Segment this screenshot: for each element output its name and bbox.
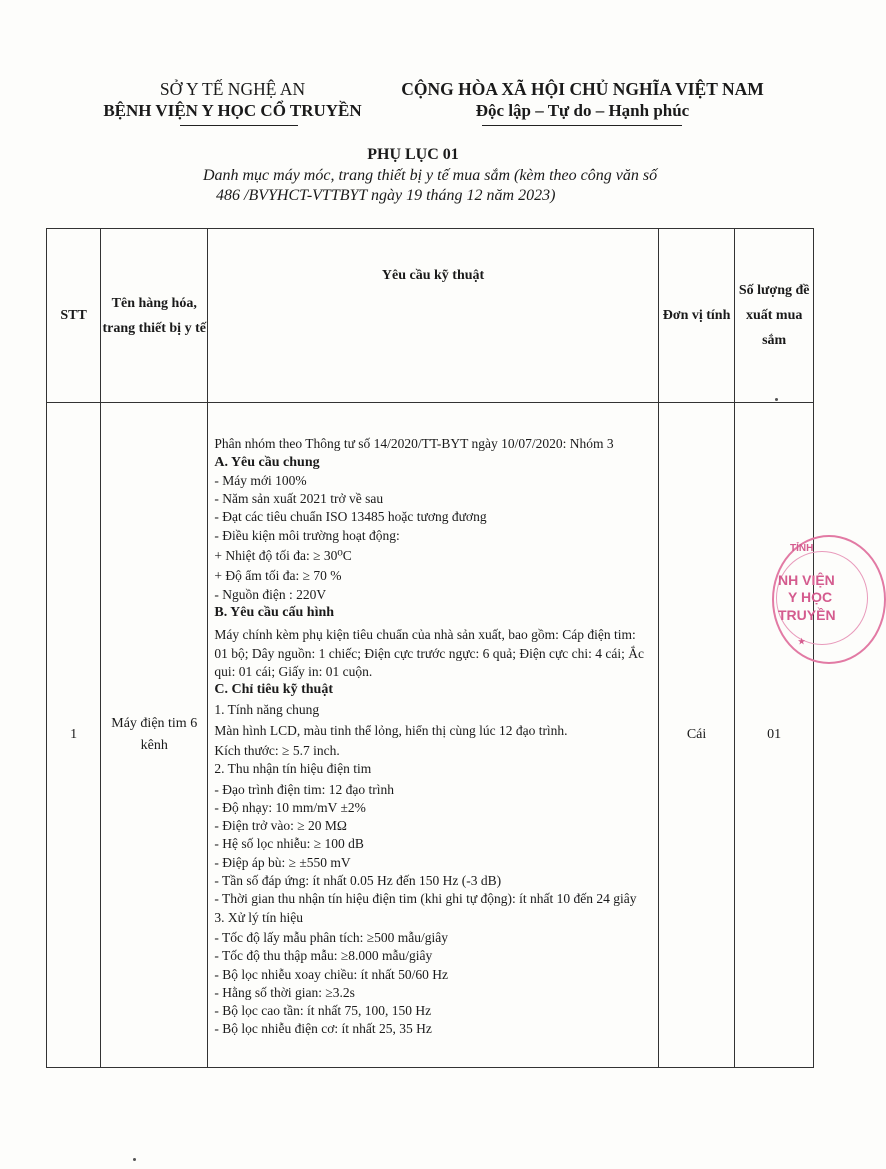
row-stt: 1 bbox=[47, 403, 101, 1068]
seal-text-line-4: TRUYỀN bbox=[778, 607, 836, 623]
country-name: CỘNG HÒA XÃ HỘI CHỦ NGHĨA VIỆT NAM bbox=[401, 79, 764, 99]
hospital-seal-stamp bbox=[772, 535, 886, 664]
req-section-a: A. Yêu cầu chung bbox=[214, 454, 320, 470]
row-name: Máy điện tim 6 kênh bbox=[101, 403, 208, 1068]
list-item: - Tần số đáp ứng: ít nhất 0.05 Hz đến 150 Hz (-3 dB) bbox=[214, 873, 502, 889]
req-c-list bbox=[214, 701, 649, 1038]
subtitle-line-1: Danh mục máy móc, trang thiết bị y tế mua sắm (kèm theo công văn số bbox=[202, 167, 658, 184]
appendix-title: PHỤ LỤC 01 bbox=[367, 146, 459, 163]
hospital-underline bbox=[180, 125, 298, 126]
header-requirements: Yêu cầu kỹ thuật bbox=[208, 229, 658, 403]
department-name: SỞ Y TẾ NGHỆ AN bbox=[159, 79, 306, 99]
list-item: Màn hình LCD, màu tinh thể lỏng, hiển thị cùng lúc 12 đạo trình. bbox=[214, 722, 568, 738]
list-item: - Hệ số lọc nhiễu: ≥ 100 dB bbox=[214, 836, 364, 852]
req-section-c: C. Chỉ tiêu kỹ thuật bbox=[214, 682, 333, 698]
list-item: - Đạo trình điện tim: 12 đạo trình bbox=[214, 781, 394, 797]
row-quantity: 01 bbox=[735, 403, 814, 1068]
list-item: - Thời gian thu nhận tín hiệu điện tim (khi ghi tự động): ít nhất 10 đến 24 giây bbox=[214, 891, 637, 907]
motto-underline bbox=[482, 125, 682, 126]
scan-speck bbox=[775, 398, 778, 401]
agency-header bbox=[90, 78, 375, 122]
req-intro: Phân nhóm theo Thông tư số 14/2020/TT-BYT ngày 10/07/2020: Nhóm 3 bbox=[214, 436, 614, 452]
header-stt: STT bbox=[47, 229, 101, 403]
list-item: - Bộ lọc cao tần: ít nhất 75, 100, 150 Hz bbox=[214, 1003, 432, 1019]
list-item: 1. Tính năng chung bbox=[214, 702, 320, 718]
motto: Độc lập – Tự do – Hạnh phúc bbox=[475, 101, 690, 120]
hospital-name: BỆNH VIỆN Y HỌC CỔ TRUYỀN bbox=[103, 101, 362, 120]
list-item: - Đạt các tiêu chuẩn ISO 13485 hoặc tương đương bbox=[214, 509, 487, 525]
header-unit: Đơn vị tính bbox=[658, 229, 735, 403]
header-quantity: Số lượng đề xuất mua sắm bbox=[735, 229, 814, 403]
seal-text-line-2: NH VIỆN bbox=[778, 572, 835, 588]
list-item: - Bộ lọc nhiễu điện cơ: ít nhất 25, 35 Hz bbox=[214, 1021, 432, 1037]
list-item: - Tốc độ lấy mẫu phân tích: ≥500 mẫu/giây bbox=[214, 929, 448, 945]
list-item: + Độ ẩm tối đa: ≥ 70 % bbox=[214, 568, 342, 584]
list-item: Kích thước: ≥ 5.7 inch. bbox=[214, 743, 340, 758]
header-name: Tên hàng hóa, trang thiết bị y tế bbox=[101, 229, 208, 403]
list-item: - Điều kiện môi trường hoạt động: bbox=[214, 527, 400, 543]
appendix-subtitle bbox=[150, 166, 710, 206]
seal-text-top: TỈNH bbox=[790, 543, 814, 554]
list-item: - Máy mới 100% bbox=[214, 472, 307, 488]
list-item: - Tốc độ thu thập mẫu: ≥8.000 mẫu/giây bbox=[214, 948, 433, 964]
req-section-b: B. Yêu cầu cấu hình bbox=[214, 604, 335, 620]
row-requirements bbox=[208, 403, 658, 1068]
national-header bbox=[385, 78, 780, 122]
list-item: - Nguồn điện : 220V bbox=[214, 586, 327, 602]
list-item: 3. Xử lý tín hiệu bbox=[214, 909, 304, 925]
list-item: - Bộ lọc nhiễu xoay chiều: ít nhất 50/60 Hz bbox=[214, 966, 448, 982]
seal-star-icon: ★ bbox=[798, 637, 806, 646]
list-item: - Hằng số thời gian: ≥3.2s bbox=[214, 984, 355, 1000]
list-item: + Nhiệt độ tối đa: ≥ 30⁰C bbox=[214, 548, 352, 564]
list-item: 2. Thu nhận tín hiệu điện tim bbox=[214, 761, 372, 777]
row-unit: Cái bbox=[658, 403, 735, 1068]
seal-text-line-3: Y HỌC bbox=[788, 589, 833, 605]
scan-speck bbox=[133, 1158, 136, 1161]
table-header-row bbox=[47, 229, 814, 403]
list-item: - Điện trở vào: ≥ 20 MΩ bbox=[214, 818, 347, 834]
req-b-text: Máy chính kèm phụ kiện tiêu chuẩn của nhà sản xuất, bao gồm: Cáp điện tim: 01 bộ; Dây nguồn: 1 chiếc; Điện cực trước ngực: 6 quả; Điện cực chi: 4 cái; Ắc qui: 01 cái; Giấy in: 01 cuộn. bbox=[214, 627, 645, 679]
list-item: - Điệp áp bù: ≥ ±550 mV bbox=[214, 854, 351, 870]
subtitle-line-2: 486 /BVYHCT-VTTBYT ngày 19 tháng 12 năm 2023) bbox=[216, 187, 556, 204]
list-item: - Độ nhạy: 10 mm/mV ±2% bbox=[214, 799, 366, 815]
req-a-list bbox=[214, 472, 649, 604]
equipment-table bbox=[46, 228, 814, 1068]
list-item: - Năm sản xuất 2021 trở về sau bbox=[214, 491, 384, 507]
table-row bbox=[47, 403, 814, 1068]
